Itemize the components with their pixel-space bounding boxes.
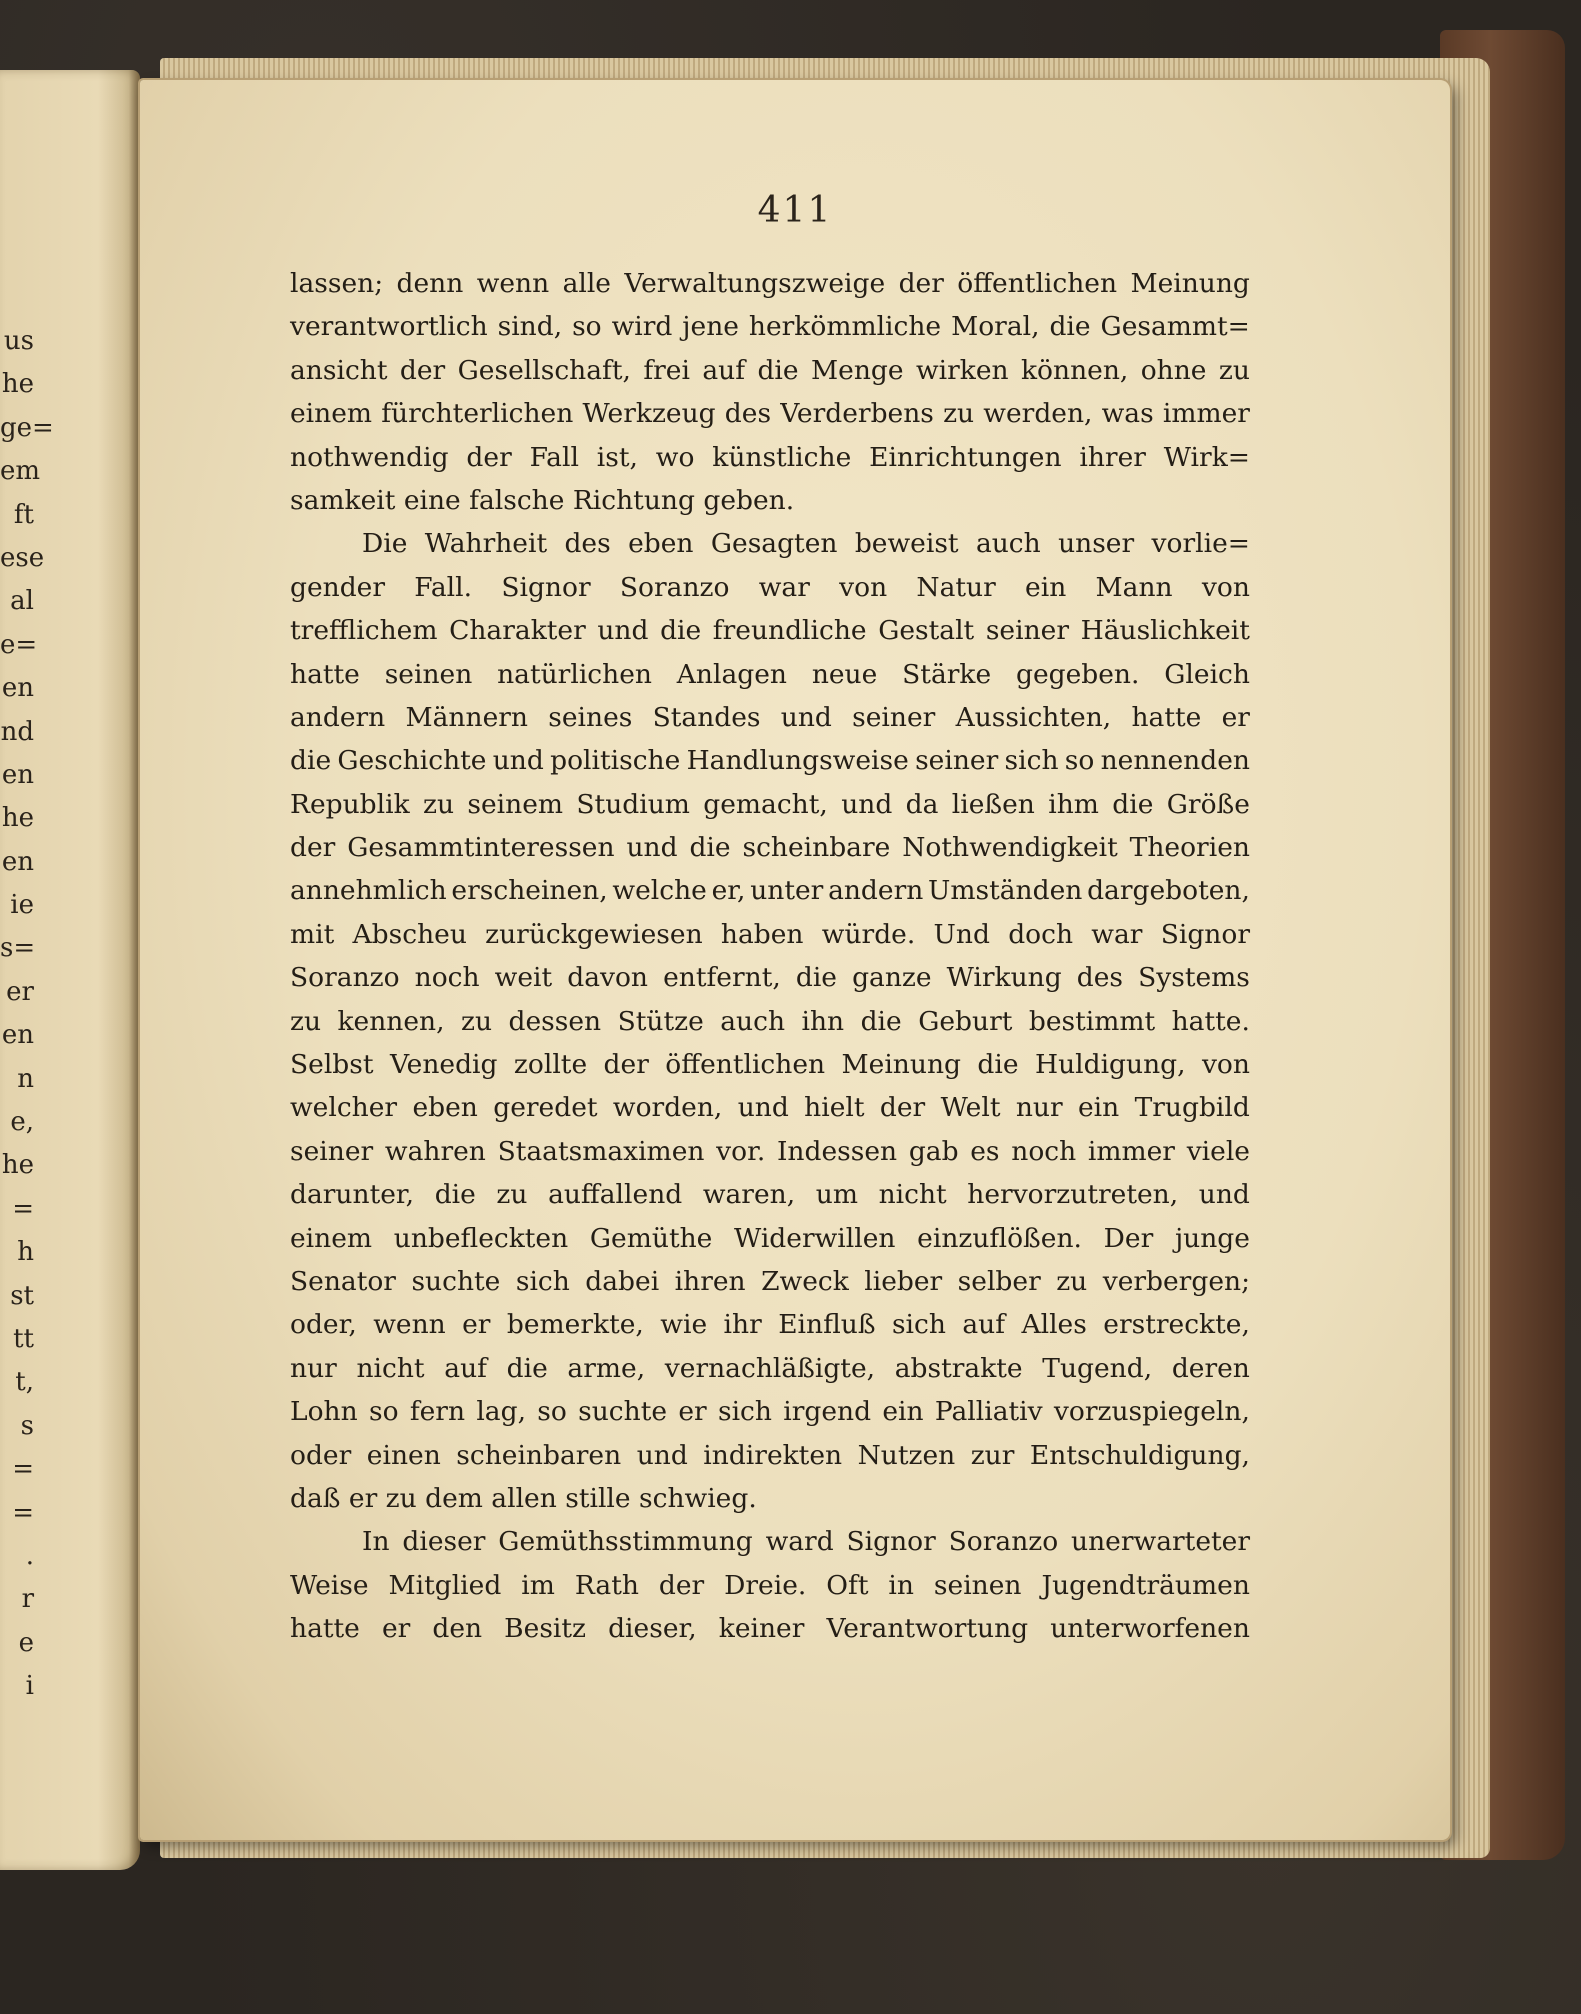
previous-page-line-end: he: [1, 803, 34, 834]
text-line: Lohn so fern lag, so suchte er sich irgend ein Palliativ vorzuspiegeln,: [290, 1396, 1250, 1428]
previous-page-line-end: ft: [13, 499, 34, 530]
text-line: die Geschichte und politische Handlungsweise seiner sich so nennenden: [290, 745, 1250, 777]
previous-page-line-end: e=: [0, 629, 38, 660]
book-page: [140, 80, 1450, 1840]
previous-page-line-end: en: [1, 1020, 34, 1051]
text-line: Weise Mitglied im Rath der Dreie. Oft in seinen Jugendträumen: [290, 1569, 1250, 1601]
text-line: ansicht der Gesellschaft, frei auf die Menge wirken können, ohne zu: [290, 354, 1250, 386]
previous-page-line-end: r: [21, 1584, 34, 1615]
text-line: daß er zu dem allen stille schwieg.: [290, 1482, 757, 1514]
previous-page-line-end: s=: [0, 933, 36, 964]
text-line: Senator suchte sich dabei ihren Zweck lieber selber zu verbergen;: [290, 1265, 1250, 1297]
text-line: einem unbefleckten Gemüthe Widerwillen einzuflößen. Der junge: [290, 1222, 1250, 1254]
previous-page-line-end: ese: [0, 542, 45, 573]
previous-page-line-end: us: [3, 326, 34, 356]
text-line: Die Wahrheit des eben Gesagten beweist auch unser vorlie=: [362, 528, 1250, 560]
text-line: trefflichem Charakter und die freundliche Gestalt seiner Häuslichkeit: [290, 615, 1250, 647]
previous-page-line-end: st: [10, 1280, 34, 1311]
text-line: gender Fall. Signor Soranzo war von Natur ein Mann von: [290, 571, 1250, 603]
text-line: zu kennen, zu dessen Stütze auch ihn die Geburt bestimmt hatte.: [290, 1005, 1250, 1037]
text-line: seiner wahren Staatsmaximen vor. Indessen gab es noch immer viele: [290, 1135, 1250, 1167]
previous-page-line-ends: [0, 320, 54, 1709]
text-line: darunter, die zu auffallend waren, um nicht hervorzutreten, und: [290, 1179, 1250, 1211]
previous-page-line-end: er: [6, 976, 34, 1007]
text-line: verantwortlich sind, so wird jene herkömmliche Moral, die Gesammt=: [290, 311, 1250, 343]
previous-page-line-end: nd: [0, 716, 34, 747]
previous-page-line-end: e: [18, 1627, 34, 1658]
previous-page-line-end: t,: [15, 1367, 34, 1398]
text-line: der Gesammtinteressen und die scheinbare Nothwendigkeit Theorien: [290, 832, 1250, 864]
previous-page-line-end: e,: [10, 1107, 34, 1138]
previous-page-line-end: en: [1, 759, 34, 790]
text-line: hatte seinen natürlichen Anlagen neue Stärke gegeben. Gleich: [290, 658, 1250, 690]
text-line: lassen; denn wenn alle Verwaltungszweige der öffentlichen Meinung: [290, 268, 1250, 299]
previous-page-line-end: .: [25, 1540, 34, 1571]
text-line: In dieser Gemüthsstimmung ward Signor Soranzo unerwarteter: [362, 1526, 1250, 1558]
previous-page-line-end: ie: [10, 890, 34, 921]
text-line: Republik zu seinem Studium gemacht, und da ließen ihm die Größe: [290, 788, 1250, 820]
previous-page-line-end: n: [17, 1063, 34, 1094]
previous-page-line-end: i: [25, 1671, 34, 1702]
previous-page-line-end: =: [12, 1454, 34, 1485]
previous-page-line-end: s: [20, 1410, 34, 1441]
text-line: andern Männern seines Standes und seiner Aussichten, hatte er: [290, 701, 1250, 733]
previous-page-line-end: al: [10, 586, 34, 617]
page-number: 411: [757, 190, 833, 231]
text-line: oder einen scheinbaren und indirekten Nutzen zur Entschuldigung,: [290, 1439, 1250, 1471]
previous-page-line-end: h: [17, 1237, 34, 1268]
previous-page-line-end: he: [1, 1150, 34, 1181]
text-line: einem fürchterlichen Werkzeug des Verderbens zu werden, was immer: [290, 398, 1250, 430]
text-line: Selbst Venedig zollte der öffentlichen Meinung die Huldigung, von: [290, 1049, 1250, 1081]
previous-page-line-end: =: [12, 1193, 34, 1224]
previous-page-line-end: he: [1, 369, 34, 400]
text-line: Soranzo noch weit davon entfernt, die ganze Wirkung des Systems: [290, 962, 1250, 994]
previous-page-line-end: em: [0, 456, 41, 487]
previous-page-fragment: [0, 70, 140, 1870]
body-text: [290, 262, 1250, 1651]
previous-page-line-end: tt: [13, 1323, 34, 1354]
text-line: oder, wenn er bemerkte, wie ihr Einfluß sich auf Alles erstreckte,: [290, 1309, 1250, 1341]
text-line: annehmlich erscheinen, welche er, unter andern Umständen dargeboten,: [290, 875, 1250, 907]
previous-page-line-end: en: [1, 846, 34, 877]
previous-page-line-end: ge=: [0, 412, 54, 443]
text-line: nur nicht auf die arme, vernachläßigte, abstrakte Tugend, deren: [290, 1352, 1250, 1384]
previous-page-line-end: en: [1, 673, 34, 704]
text-line: hatte er den Besitz dieser, keiner Verantwortung unterworfenen: [290, 1613, 1250, 1645]
text-line: nothwendig der Fall ist, wo künstliche Einrichtungen ihrer Wirk=: [290, 441, 1250, 473]
previous-page-line-end: =: [12, 1497, 34, 1528]
text-line: mit Abscheu zurückgewiesen haben würde. Und doch war Signor: [290, 918, 1250, 950]
text-line: welcher eben geredet worden, und hielt der Welt nur ein Trugbild: [290, 1092, 1250, 1124]
text-line: samkeit eine falsche Richtung geben.: [290, 484, 795, 516]
